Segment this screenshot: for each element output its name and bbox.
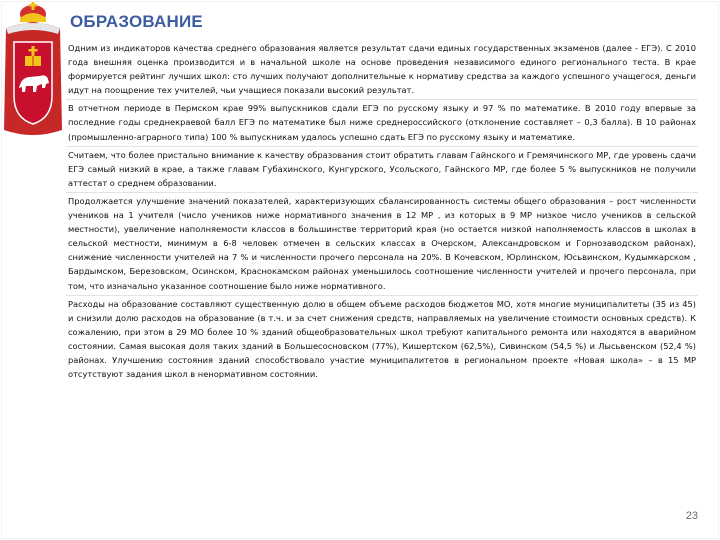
page-number: 23 (685, 510, 698, 522)
paragraph-ege-indicators: Одним из индикаторов качества среднего образования является результат сдачи единых государственных экзаменов (далее - ЕГЭ). С 2010 года внешняя оценка производится и в начальной школе на основе проведения независимого единого регионального теста. В крае формируется рейтинг лучших школ: сто лучших получают дополнительные к нормативу средства за каждого успешного учащегося, деньги идут на поощрение тех учителей, чьи учащиеся показали высокий результат. (68, 43, 696, 96)
paragraph-attention-to-quality: Считаем, что более пристально внимание к качеству образования стоит обратить главам Гайнского и Гремячинского МР, где уровень сдачи ЕГЭ самый низкий в крае, а также главам Губахинского, Кунгурского, Усольского, Гайнского МР, где более 5 % выпускников не получили аттестат о среднем образовании. (66, 146, 698, 192)
paragraph-education-expenses: Расходы на образование составляют существенную долю в общем объеме расходов бюджетов МО, хотя многие муниципалитеты (35 из 45) и снизили долю расходов на образование (в т.ч. и за счет снижения средств, направляемых на увеличение стоимости основных средств). К сожалению, при этом в 29 МО более 10 % зданий общеобразовательных школ требуют капитального ремонта или находятся в аварийном состоянии. Самая высокая доля таких зданий в Большесосновском (77%), Кишертском (62,5%), Сивинском (54,5 %) и Лысьвенском (52,4 %) районах. Улучшению состояния зданий способствовало участие муниципалитетов в региональном проекте «Новая школа» – в 15 МР отсутствуют задания школ в ненормативном состоянии. (66, 295, 698, 384)
paragraph-ege-results: В отчетном периоде в Пермском крае 99% выпускников сдали ЕГЭ по русскому языку и 97 % по математике. В 2010 году впервые за последние годы среднекраевой балл ЕГЭ по математике был ниже среднероссийского (отклонение составляет – 0,3 балла). В 10 районах (промышленно-аграрного типа) 100 % выпускникам удалось успешно сдать ЕГЭ по русскому языку и математике. (66, 99, 698, 145)
page-title: ОБРАЗОВАНИЕ (70, 12, 203, 31)
text-body (66, 40, 698, 500)
perm-krai-coat-of-arms-icon (2, 0, 64, 150)
paragraph-system-balance: Продолжается улучшение значений показателей, характеризующих сбалансированность системы общего образования – рост численности учеников на 1 учителя (число учеников ниже нормативного значения в 12 МР , из которых в 9 МР низкое число учеников в сельской местности), увеличение наполняемости классов в большинстве территорий края (но остается низкой наполняемость классов в школах в сельской местности, минимум в 6-8 человек отмечен в сельских классах в Очерском, Александровском и Горнозаводском районах), снижение численности учителей на 7 % и численности прочего персонала на 20%. В Кочевском, Юрлинском, Юсьвинском, Кудымкарском , Бардымском, Березовском, Осинском, Краснокамском районах уменьшилось соотношение численности учителей и прочего персонала, при том, что изначально указанное соотношение было ниже нормативного. (66, 192, 698, 295)
